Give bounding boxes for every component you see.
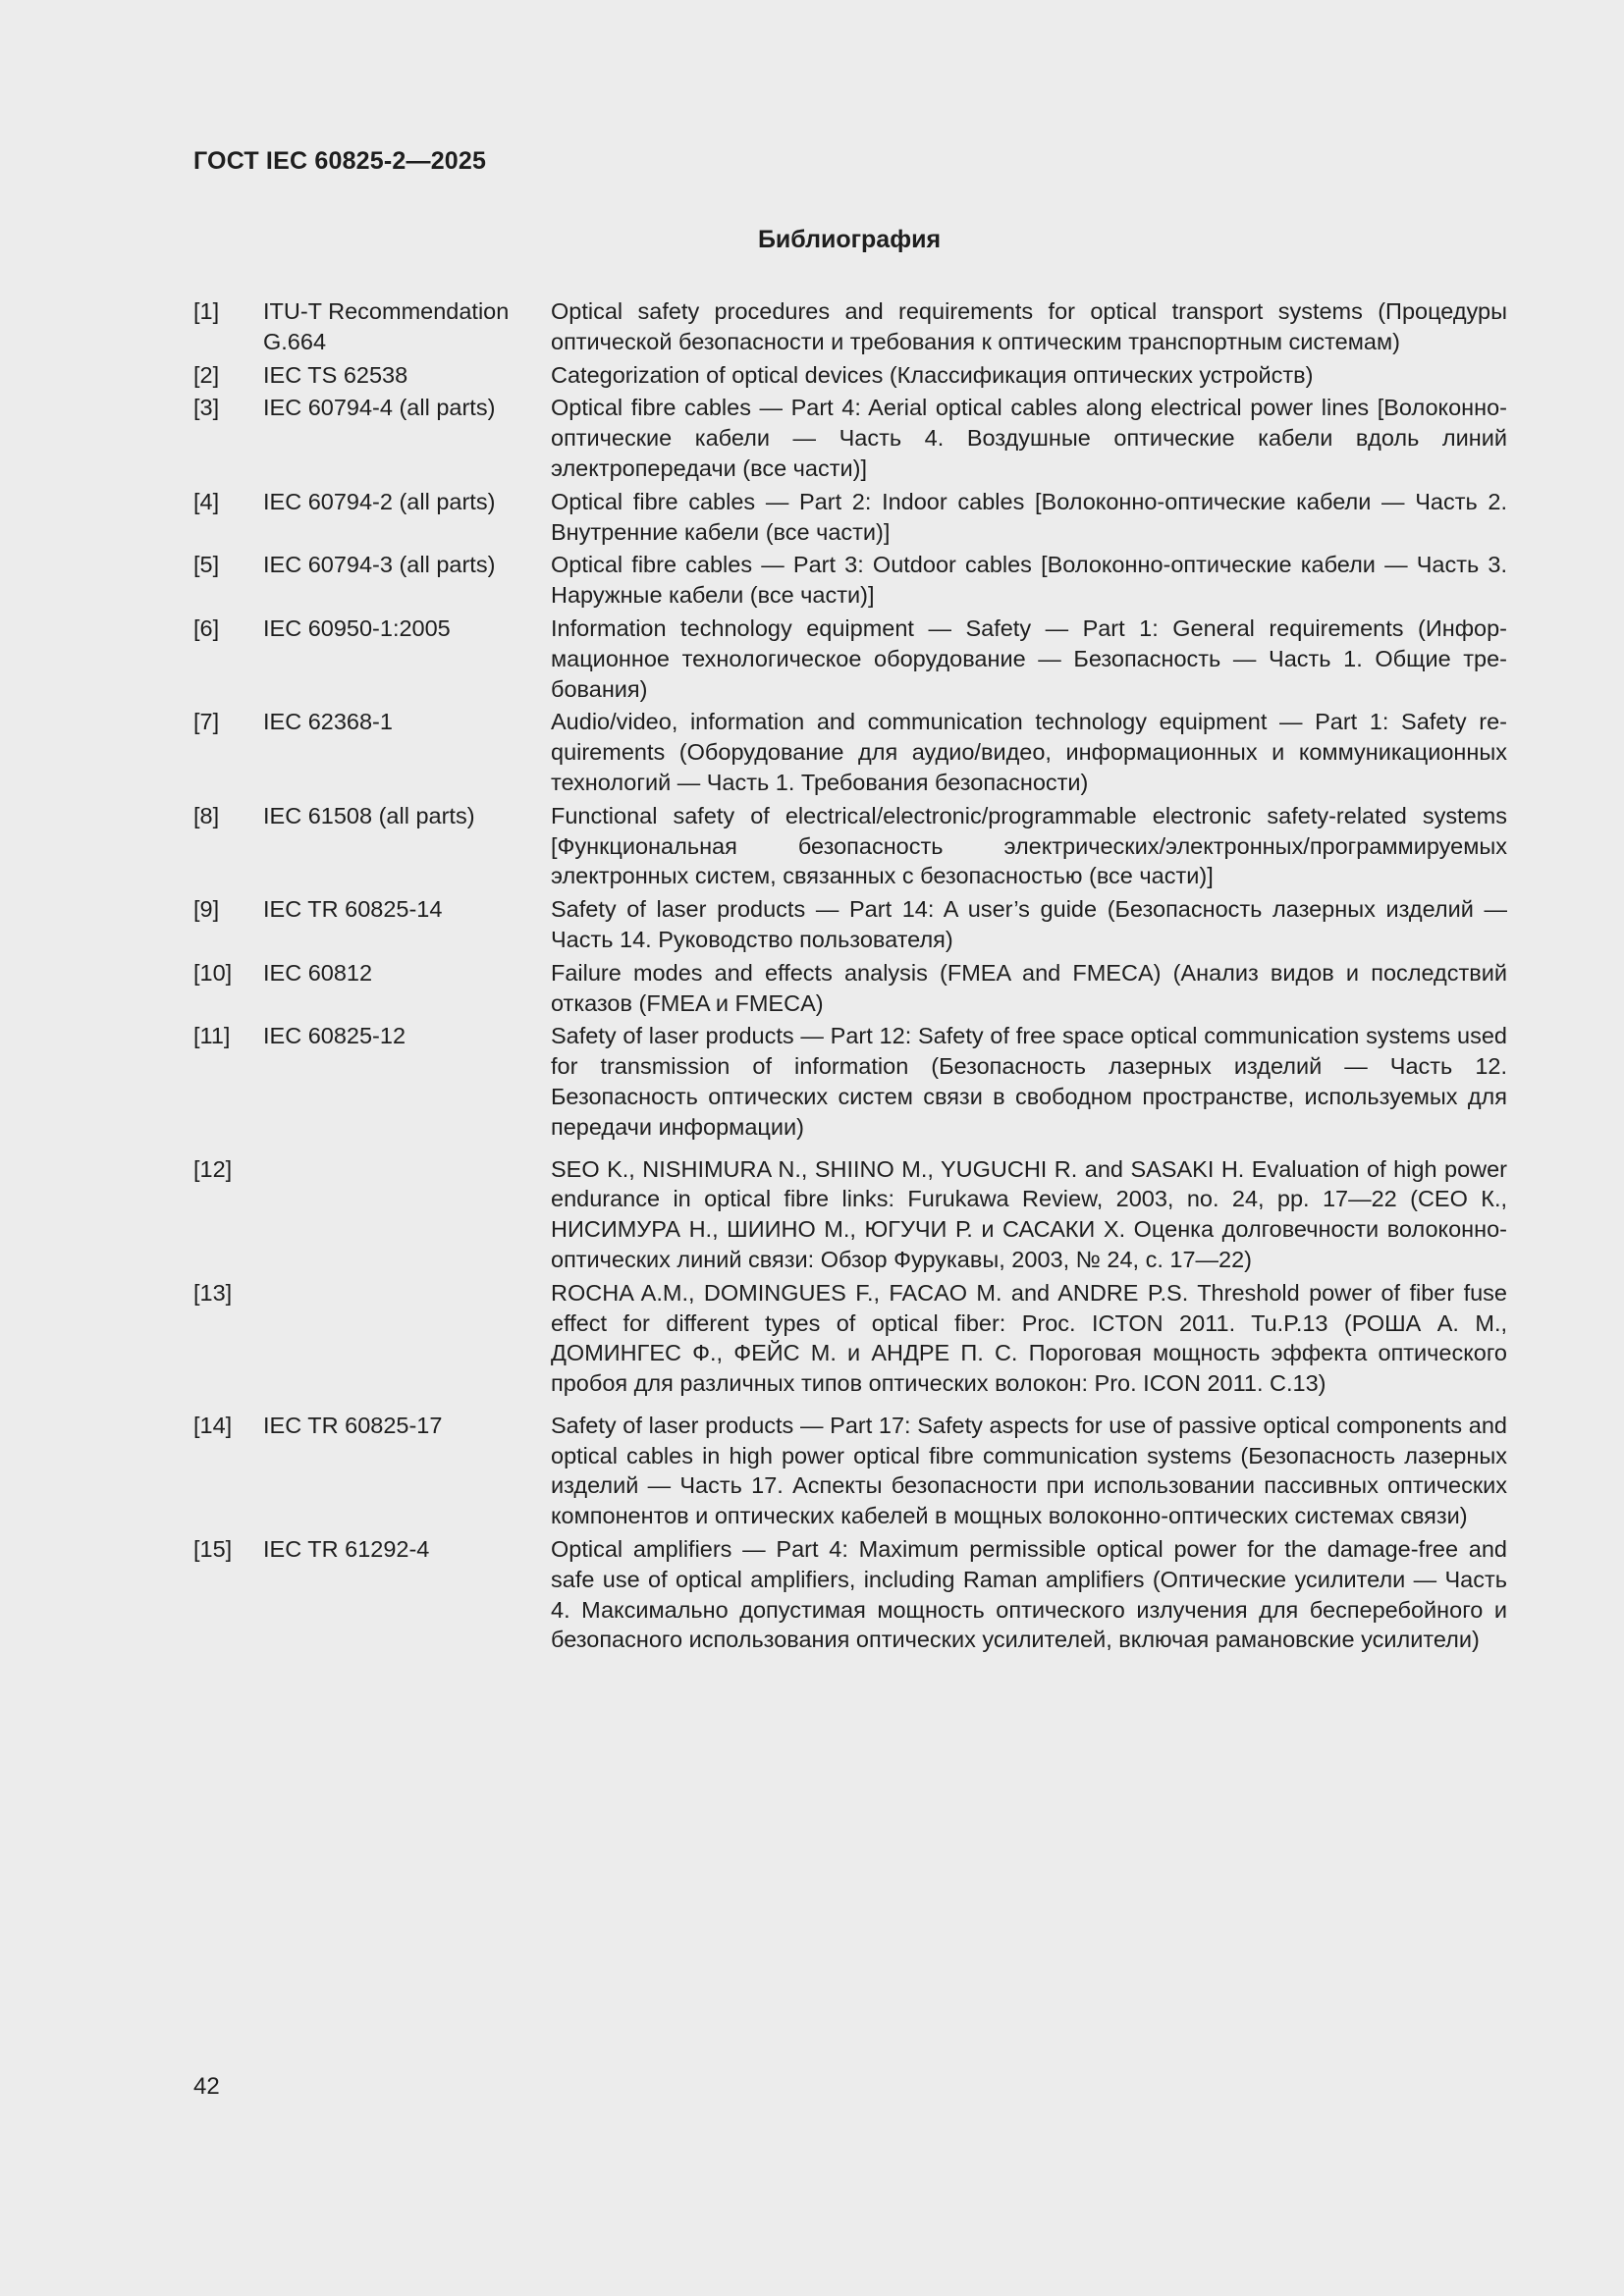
entry-number: [11] bbox=[193, 1023, 231, 1049]
document-code-header: ГОСТ IEC 60825-2—2025 bbox=[193, 147, 487, 175]
entry-reference: IEC TR 61292-4 bbox=[263, 1536, 430, 1563]
entry-reference: IEC TR 60825-17 bbox=[263, 1412, 443, 1438]
bibliography-entry bbox=[193, 1278, 1507, 1399]
entry-reference: IEC 60825-12 bbox=[263, 1023, 406, 1049]
entry-reference: IEC 60794-3 (all parts) bbox=[263, 552, 496, 578]
entry-description: Functional safety of electrical/electronic/programmable electronic safety-related systems [Функциональная безопасность электрических/электронных/программируемых электронных систем, связанных с безопасностью (все части)] bbox=[551, 802, 1507, 889]
bibliography-entry bbox=[193, 1154, 1507, 1275]
bibliography-entry bbox=[193, 958, 1507, 1019]
entry-description: Safety of laser products — Part 14: A user’s guide (Безопасность лазерных изделий — Часть 14. Руководство пользователя) bbox=[551, 896, 1507, 952]
entry-reference: IEC 60812 bbox=[263, 959, 373, 986]
bibliography-entry bbox=[193, 360, 1507, 391]
entry-number: [7] bbox=[193, 709, 220, 735]
entry-description: Audio/video, information and communication technology equipment — Part 1: Safety requirements (Оборудование для аудио/видео, информационных и коммуникационных технологий — Часть 1. Требования безопасности) bbox=[551, 709, 1507, 795]
entry-reference: ITU-T Recommendation G.664 bbox=[263, 298, 510, 354]
entry-description: Information technology equipment — Safety — Part 1: General requirements (Информационное технологическое оборудование — Безопасность — Часть 1. Общие требования) bbox=[551, 614, 1507, 702]
entry-reference: IEC 60950-1:2005 bbox=[263, 614, 451, 641]
entry-description: Safety of laser products — Part 12: Safety of free space optical communication systems used for transmission of information (Безопасность лазерных изделий — Часть 12. Безопасность оптических систем связи в свободном пространстве, используемых для передачи информации) bbox=[551, 1023, 1507, 1140]
bibliography-entry bbox=[193, 487, 1507, 548]
entry-description: SEO K., NISHIMURA N., SHIINO M., YUGUCHI R. and SASAKI H. Evaluation of high power endurance in optical fibre links: Furukawa Review, 2003, no. 24, pp. 17—22 (СЕО К., НИСИМУРА Н., ШИИНО М., ЮГУЧИ Р. и САСАКИ Х. Оценка долговечности волоконно-оптических линий связи: Обзор Фурукавы, 2003, № 24, с. 17—22) bbox=[551, 1155, 1507, 1272]
entry-description: Categorization of optical devices (Классификация оптических устройств) bbox=[551, 361, 1314, 388]
entry-description: Optical amplifiers — Part 4: Maximum permissible optical power for the damage-free and safe use of optical amplifiers, including Raman amplifiers (Оптические усилители — Часть 4. Максимально допустимая мощность оптического излучения для бесперебойного и безопасного использования оптических усилителей, включая рамановские усилители) bbox=[551, 1536, 1507, 1653]
entry-number: [13] bbox=[193, 1279, 233, 1306]
bibliography-entry bbox=[193, 894, 1507, 955]
bibliography-entry bbox=[193, 1411, 1507, 1531]
entry-number: [5] bbox=[193, 552, 220, 578]
entry-number: [12] bbox=[193, 1155, 233, 1182]
entry-description: Optical fibre cables — Part 2: Indoor cables [Волоконно-оптические кабели — Часть 2. Внутренние кабели (все части)] bbox=[551, 488, 1507, 545]
entry-number: [2] bbox=[193, 361, 220, 388]
bibliography-entry bbox=[193, 296, 1507, 357]
entry-reference: IEC 60794-4 (all parts) bbox=[263, 395, 496, 421]
bibliography-entry bbox=[193, 1021, 1507, 1142]
entry-number: [1] bbox=[193, 298, 220, 324]
page-number: 42 bbox=[193, 2073, 220, 2100]
entry-description: Failure modes and effects analysis (FMEA and FMECA) (Анализ видов и последствий отказов (FMEA и FMECA) bbox=[551, 959, 1507, 1016]
entry-number: [4] bbox=[193, 488, 220, 514]
entry-number: [10] bbox=[193, 959, 233, 986]
bibliography-entry bbox=[193, 1534, 1507, 1655]
entry-description: Optical safety procedures and requirements for optical transport systems (Процедуры оптической безопасности и требования к оптическим транспортным системам) bbox=[551, 298, 1507, 354]
bibliography-entry bbox=[193, 614, 1507, 704]
entry-description: Safety of laser products — Part 17: Safety aspects for use of passive optical components and optical cables in high power optical fibre communication systems (Безопасность лазерных изделий — Часть 17. Аспекты безопасности при использовании пассивных оптических компонентов и оптических кабелей в мощных волоконно-оптических системах связи) bbox=[551, 1412, 1507, 1529]
entry-reference: IEC 61508 (all parts) bbox=[263, 802, 475, 828]
bibliography-entry bbox=[193, 393, 1507, 483]
section-title: Библиография bbox=[757, 226, 942, 253]
entry-reference: IEC 62368-1 bbox=[263, 709, 393, 735]
entry-reference: IEC TR 60825-14 bbox=[263, 896, 443, 923]
entry-reference: IEC 60794-2 (all parts) bbox=[263, 488, 496, 514]
entry-number: [3] bbox=[193, 395, 220, 421]
bibliography-entry bbox=[193, 707, 1507, 797]
entry-description: Optical fibre cables — Part 3: Outdoor cables [Волоконно-оптические кабели — Часть 3. Наружные кабели (все части)] bbox=[551, 552, 1507, 609]
bibliography-list bbox=[193, 296, 1507, 1658]
entry-number: [6] bbox=[193, 614, 220, 641]
entry-number: [14] bbox=[193, 1412, 233, 1438]
entry-description: ROCHA A.M., DOMINGUES F., FACAO M. and ANDRE P.S. Threshold power of fiber fuse effect for different types of optical fiber: Proc. ICTON 2011. Tu.P.13 (РОША А. М., ДОМИНГЕС Ф., ФЕЙС М. и АНДРЕ П. С. Пороговая мощность эффекта оптического пробоя для различных типов оптических волокон: Pro. ICON 2011. C.13) bbox=[551, 1279, 1507, 1397]
entry-reference: IEC TS 62538 bbox=[263, 361, 408, 388]
entry-description: Optical fibre cables — Part 4: Aerial optical cables along electrical power lines [Волоконно-оптические кабели — Часть 4. Воздушные оптические кабели вдоль линий электропередачи (все части)] bbox=[551, 395, 1507, 481]
entry-number: [9] bbox=[193, 896, 220, 923]
entry-number: [8] bbox=[193, 802, 220, 828]
bibliography-entry bbox=[193, 550, 1507, 611]
entry-number: [15] bbox=[193, 1536, 233, 1563]
bibliography-entry bbox=[193, 801, 1507, 891]
